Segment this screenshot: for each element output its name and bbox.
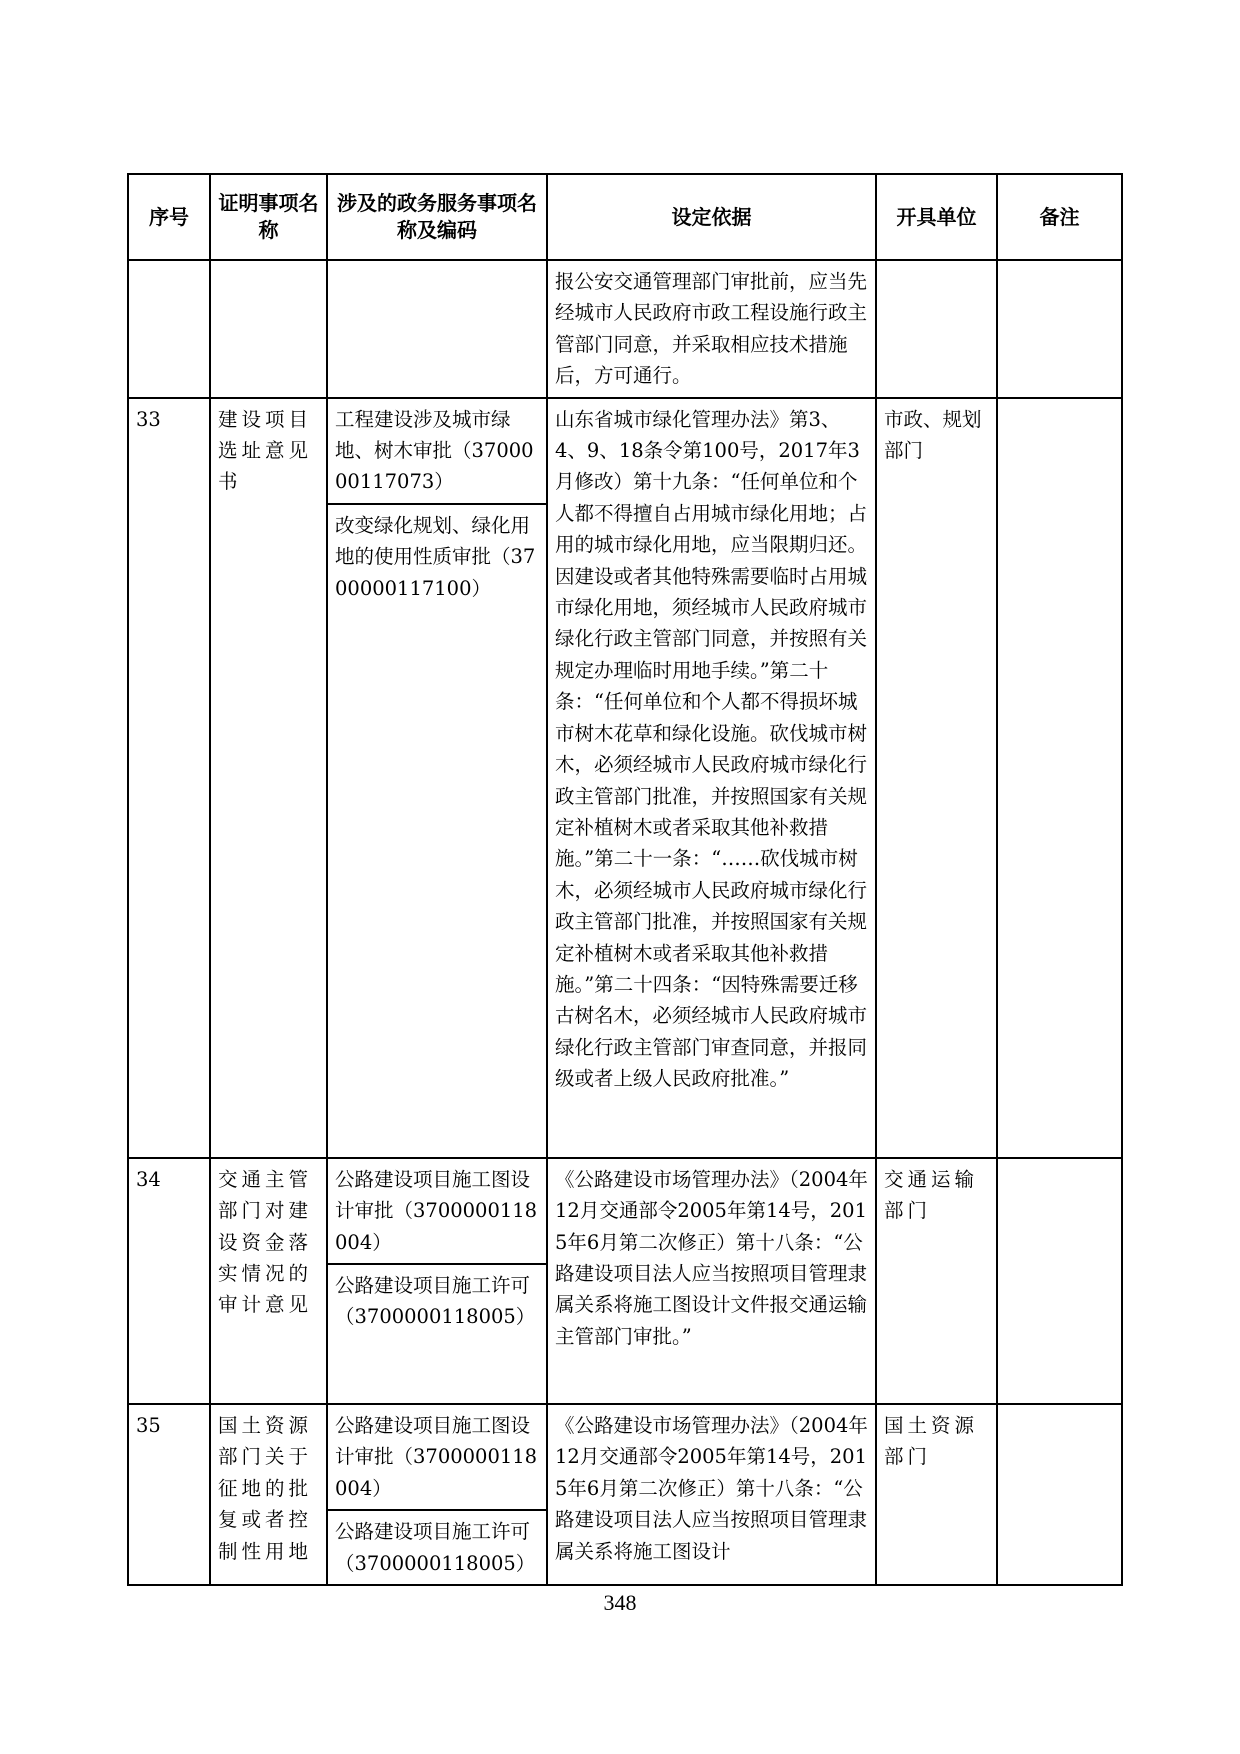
cell-issuer: 交通运输部门 <box>876 1158 997 1404</box>
cell-issuer: 市政、规划部门 <box>876 398 997 1158</box>
cell-basis: 报公安交通管理部门审批前，应当先经城市人民政府市政工程设施行政主管部门同意，并采取相应技术措施后，方可通行。 <box>547 260 876 398</box>
header-issuer: 开具单位 <box>876 174 997 260</box>
cell-item <box>210 260 327 398</box>
cell-item: 交通主管部门对建设资金落实情况的审计意见 <box>210 1158 327 1404</box>
cell-seq: 34 <box>128 1158 210 1404</box>
cell-basis: 《公路建设市场管理办法》（2004年12月交通部令2005年第14号，2015年6月第二次修正）第十八条：“公路建设项目法人应当按照项目管理隶属关系将施工图设计文件报交通运输主管部门审批。” <box>547 1158 876 1404</box>
header-seq: 序号 <box>128 174 210 260</box>
cell-issuer <box>876 260 997 398</box>
table-row-continued <box>128 260 1122 398</box>
cell-item: 国土资源部门关于征地的批复或者控制性用地 <box>210 1404 327 1585</box>
header-services: 涉及的政务服务事项名称及编码 <box>327 174 547 260</box>
cell-basis: 《公路建设市场管理办法》（2004年12月交通部令2005年第14号，2015年6月第二次修正）第十八条：“公路建设项目法人应当按照项目管理隶属关系将施工图设计 <box>547 1404 876 1585</box>
table-row <box>128 1404 1122 1510</box>
header-basis: 设定依据 <box>547 174 876 260</box>
cell-note <box>997 1158 1122 1404</box>
cell-service: 改变绿化规划、绿化用地的使用性质审批（3700000117100） <box>327 504 547 1158</box>
cell-seq <box>128 260 210 398</box>
cell-basis: 山东省城市绿化管理办法》第3、4、9、18条令第100号，2017年3月修改）第十九条：“任何单位和个人都不得擅自占用城市绿化用地；占用的城市绿化用地，应当限期归还。因建设或者其他特殊需要临时占用城市绿化用地，须经城市人民政府城市绿化行政主管部门同意，并按照有关规定办理临时用地手续。”第二十条：“任何单位和个人都不得损坏城市树木花草和绿化设施。砍伐城市树木，必须经城市人民政府城市绿化行政主管部门批准，并按照国家有关规定补植树木或者采取其他补救措施。”第二十一条：“……砍伐城市树木，必须经城市人民政府城市绿化行政主管部门批准，并按照国家有关规定补植树木或者采取其他补救措施。”第二十四条：“因特殊需要迁移古树名木，必须经城市人民政府城市绿化行政主管部门审查同意，并报同级或者上级人民政府批准。” <box>547 398 876 1158</box>
cell-service: 公路建设项目施工图设计审批（3700000118004） <box>327 1158 547 1264</box>
cell-note <box>997 260 1122 398</box>
cell-seq: 33 <box>128 398 210 1158</box>
header-note: 备注 <box>997 174 1122 260</box>
table-row <box>128 398 1122 504</box>
cell-service: 公路建设项目施工许可（3700000118005） <box>327 1510 547 1585</box>
cell-note <box>997 1404 1122 1585</box>
cell-note <box>997 398 1122 1158</box>
header-item-name: 证明事项名称 <box>210 174 327 260</box>
cell-service: 公路建设项目施工图设计审批（3700000118004） <box>327 1404 547 1510</box>
cell-item: 建设项目选址意见书 <box>210 398 327 1158</box>
cell-seq: 35 <box>128 1404 210 1585</box>
cell-service: 工程建设涉及城市绿地、树木审批（3700000117073） <box>327 398 547 504</box>
cell-issuer: 国土资源部门 <box>876 1404 997 1585</box>
table-header-row <box>128 174 1122 260</box>
cell-service: 公路建设项目施工许可（3700000118005） <box>327 1264 547 1404</box>
cell-service <box>327 260 547 398</box>
page-number: 348 <box>603 1590 637 1615</box>
certification-items-table <box>127 173 1123 1586</box>
table-row <box>128 1158 1122 1264</box>
